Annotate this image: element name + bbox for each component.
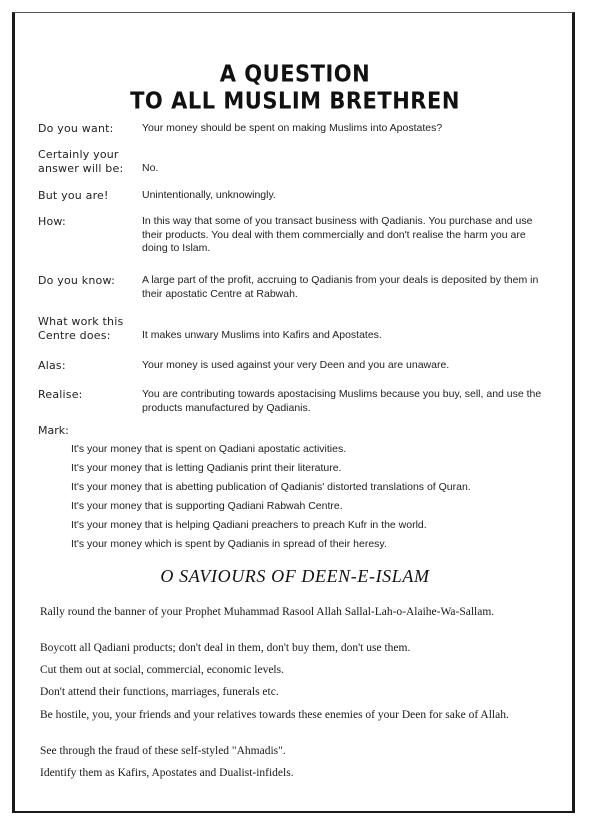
page-title-line-2: TO ALL MUSLIM BRETHREN (130, 88, 460, 114)
answer-text: A large part of the profit, accruing to Qadianis from your deals is deposited by them in their apostatic Centre at Rabwah. (142, 274, 539, 300)
question-label: Realise: (38, 388, 83, 401)
question-label: What work this Centre does: (38, 315, 124, 342)
appeal-item: Identify them as Kafirs, Apostates and Dualist-infidels. (40, 767, 294, 779)
answer-text: Your money should be spent on making Muslims into Apostates? (142, 122, 443, 134)
answer-text: Your money is used against your very Deen and you are unaware. (142, 359, 450, 371)
appeal-item: Boycott all Qadiani products; don't deal in them, don't buy them, don't use them. (40, 642, 411, 654)
question-label: Do you know: (38, 274, 115, 287)
mark-list-item: It's your money that is helping Qadiani preachers to preach Kufr in the world. (71, 519, 427, 531)
mark-list-item: It's your money that is supporting Qadiani Rabwah Centre. (71, 500, 343, 512)
mark-list-item: It's your money that is abetting publication of Qadianis' distorted translations of Quran. (71, 481, 471, 493)
section-heading: O SAVIOURS OF DEEN-E-ISLAM (160, 566, 430, 586)
answer-text: It makes unwary Muslims into Kafirs and Apostates. (142, 329, 382, 341)
answer-text: In this way that some of you transact business with Qadianis. You purchase and use their products. You deal with them commercially and don't realise the harm you are doing to Islam. (142, 215, 533, 254)
appeal-item: See through the fraud of these self-styled "Ahmadis". (40, 745, 286, 757)
appeal-item: Be hostile, you, your friends and your relatives towards these enemies of your Deen for sake of Allah. (40, 709, 509, 721)
mark-list-item: It's your money that is spent on Qadiani apostatic activities. (71, 443, 347, 455)
mark-list-item: It's your money that is letting Qadianis print their literature. (71, 462, 342, 474)
mark-label: Mark: (38, 424, 69, 437)
question-label: How: (38, 215, 66, 228)
answer-text: You are contributing towards apostacising Muslims because you buy, sell, and use the products manufactured by Qadianis. (142, 388, 542, 414)
answer-text: No. (142, 162, 159, 174)
page-title-line-1: A QUESTION (219, 61, 371, 87)
question-label: Certainly your answer will be: (38, 148, 124, 175)
question-label: But you are! (38, 189, 109, 202)
question-label: Do you want: (38, 122, 114, 135)
mark-list-item: It's your money which is spent by Qadianis in spread of their heresy. (71, 538, 387, 550)
appeal-item: Don't attend their functions, marriages, funerals etc. (40, 686, 279, 698)
appeal-item: Rally round the banner of your Prophet Muhammad Rasool Allah Sallal-Lah-o-Alaihe-Wa-Sallam. (40, 606, 495, 618)
question-label: Alas: (38, 359, 66, 372)
appeal-item: Cut them out at social, commercial, economic levels. (40, 664, 284, 676)
answer-text: Unintentionally, unknowingly. (142, 189, 276, 201)
